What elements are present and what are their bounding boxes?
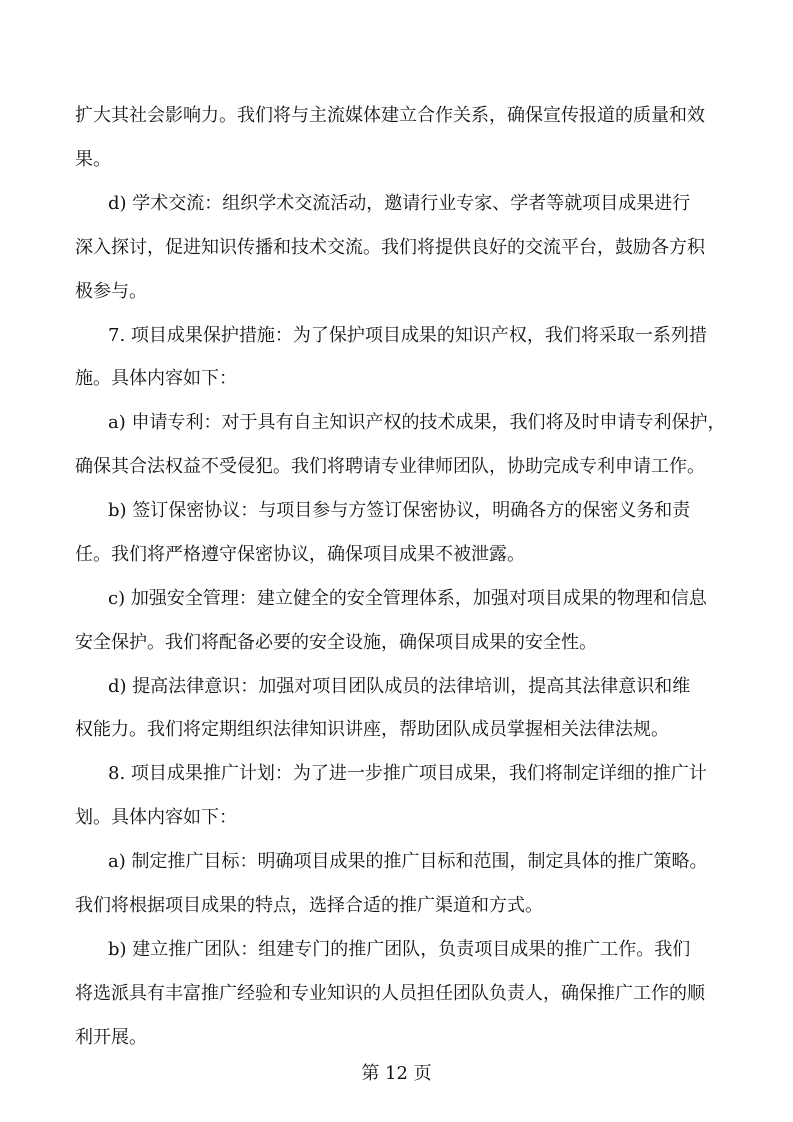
text-line: 划。具体内容如下： xyxy=(75,807,237,828)
text-line: 将选派具有丰富推广经验和专业知识的人员担任团队负责人，确保推广工作的顺 xyxy=(75,983,705,1004)
text-line: d) 学术交流：组织学术交流活动，邀请行业专家、学者等就项目成果进行 xyxy=(108,193,691,214)
text-line: b) 签订保密协议：与项目参与方签订保密协议，明确各方的保密义务和责 xyxy=(108,500,691,521)
text-line: 扩大其社会影响力。我们将与主流媒体建立合作关系，确保宣传报道的质量和效 xyxy=(75,105,705,126)
text-line: 果。 xyxy=(75,149,111,170)
text-line: d) 提高法律意识：加强对项目团队成员的法律培训，提高其法律意识和维 xyxy=(108,676,691,697)
text-line: c) 加强安全管理：建立健全的安全管理体系，加强对项目成果的物理和信息 xyxy=(108,588,707,609)
text-line: 极参与。 xyxy=(75,281,147,302)
text-line: 8. 项目成果推广计划：为了进一步推广项目成果，我们将制定详细的推广计 xyxy=(108,763,707,784)
page-number: 第 12 页 xyxy=(361,1063,432,1084)
text-line: 我们将根据项目成果的特点，选择合适的推广渠道和方式。 xyxy=(75,895,543,916)
text-line: 任。我们将严格遵守保密协议，确保项目成果不被泄露。 xyxy=(75,544,525,565)
text-line: 深入探讨，促进知识传播和技术交流。我们将提供良好的交流平台，鼓励各方积 xyxy=(75,237,705,258)
text-line: 7. 项目成果保护措施：为了保护项目成果的知识产权，我们将采取一系列措 xyxy=(108,325,707,346)
text-line: 确保其合法权益不受侵犯。我们将聘请专业律师团队，协助完成专利申请工作。 xyxy=(75,456,705,477)
text-line: 利开展。 xyxy=(75,1027,147,1048)
text-line: 安全保护。我们将配备必要的安全设施，确保项目成果的安全性。 xyxy=(75,632,597,653)
text-line: 施。具体内容如下： xyxy=(75,368,237,389)
text-line: 权能力。我们将定期组织法律知识讲座，帮助团队成员掌握相关法律法规。 xyxy=(75,719,669,740)
text-line: b) 建立推广团队：组建专门的推广团队，负责项目成果的推广工作。我们 xyxy=(108,939,691,960)
text-line: a) 申请专利：对于具有自主知识产权的技术成果，我们将及时申请专利保护， xyxy=(108,412,726,433)
text-line: a) 制定推广目标：明确项目成果的推广目标和范围，制定具体的推广策略。 xyxy=(108,851,708,872)
